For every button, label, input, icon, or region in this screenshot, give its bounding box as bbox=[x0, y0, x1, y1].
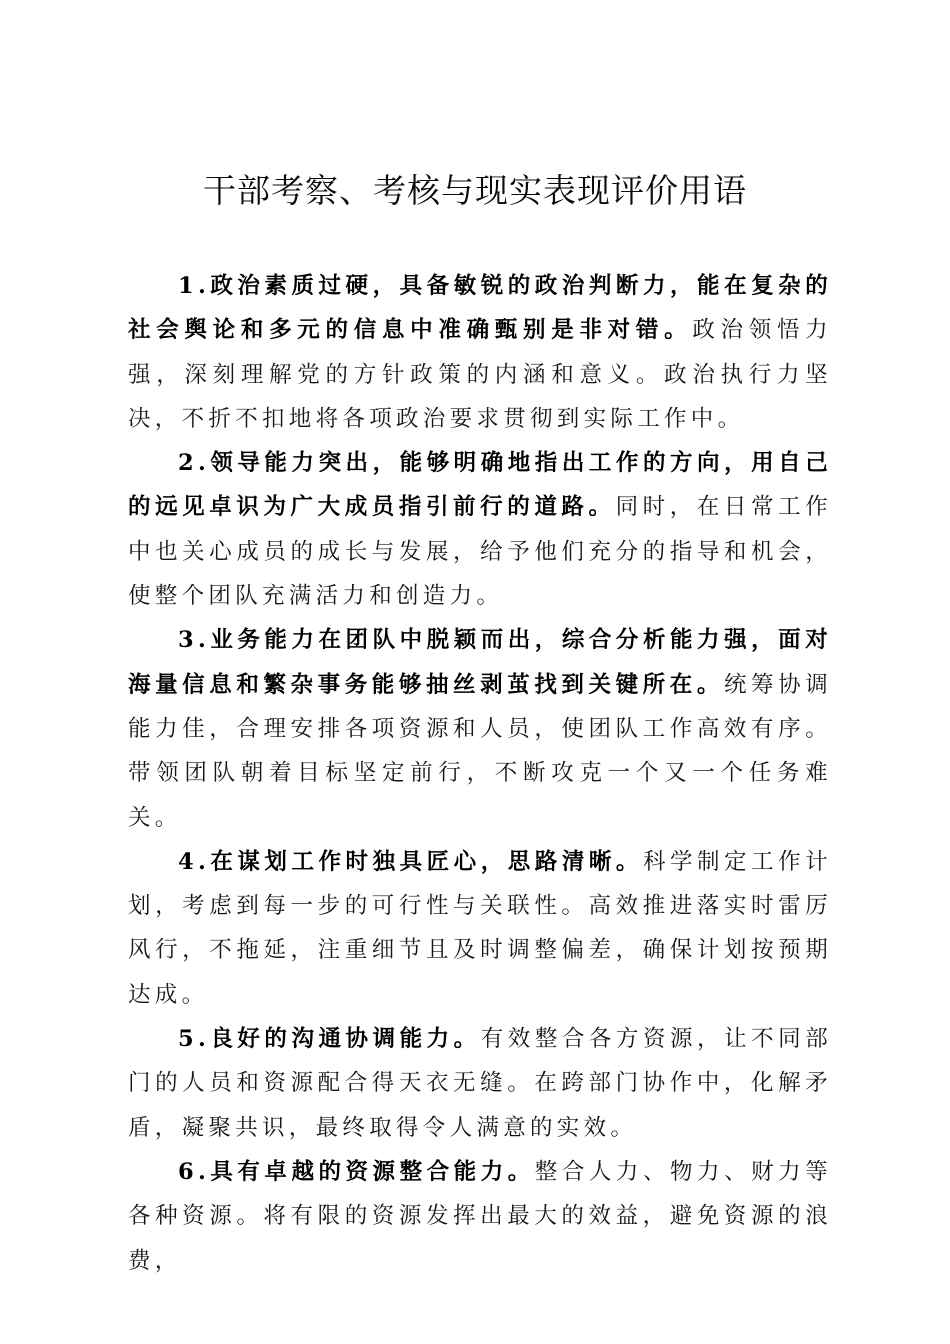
paragraph-6-lead: 6.具有卓越的资源整合能力。 bbox=[178, 1158, 535, 1185]
paragraph-3-body: 统筹协调能力佳，合理安排各项资源和人员，使团队工作高效有序。带领团队朝着目标坚定前行，不断攻克一个又一个任务难关。 bbox=[128, 671, 833, 831]
paragraph-6-body: 整合人力、物力、财力等各种资源。将有限的资源发挥出最大的效益，避免资源的浪费， bbox=[128, 1158, 832, 1274]
paragraph-1 bbox=[128, 264, 832, 441]
paragraph-1-body: 政治领悟力强，深刻理解党的方针政策的内涵和意义。政治执行力坚决，不折不扣地将各项政治要求贯彻到实际工作中。 bbox=[128, 317, 832, 432]
paragraph-5-body: 有效整合各方资源，让不同部门的人员和资源配合得天衣无缝。在跨部门协作中，化解矛盾，凝聚共识，最终取得令人满意的实效。 bbox=[128, 1026, 833, 1141]
paragraph-4-lead: 4.在谋划工作时独具匠心，思路清晰。 bbox=[178, 848, 643, 875]
paragraph-5 bbox=[128, 1017, 832, 1150]
paragraph-4 bbox=[128, 840, 832, 1017]
paragraph-3 bbox=[128, 618, 832, 839]
paragraph-2-lead: 2.领导能力突出，能够明确地指出工作的方向，用自己的远见卓识为广大成员指引前行的道路。 bbox=[128, 450, 832, 521]
paragraph-6 bbox=[128, 1150, 832, 1283]
document-body bbox=[128, 264, 832, 1283]
paragraph-5-lead: 5.良好的沟通协调能力。 bbox=[178, 1026, 481, 1053]
paragraph-2 bbox=[128, 441, 832, 618]
paragraph-3-lead: 3.业务能力在团队中脱颖而出，综合分析能力强，面对海量信息和繁杂事务能够抽丝剥茧找到关键所在。 bbox=[128, 627, 832, 698]
paragraph-4-body: 科学制定工作计划，考虑到每一步的可行性与关联性。高效推进落实时雷厉风行，不拖延，注重细节且及时调整偏差，确保计划按预期达成。 bbox=[128, 848, 833, 1008]
paragraph-2-body: 同时，在日常工作中也关心成员的成长与发展，给予他们充分的指导和机会，使整个团队充满活力和创造力。 bbox=[128, 494, 832, 610]
document-title: 干部考察、考核与现实表现评价用语 bbox=[203, 171, 747, 210]
paragraph-1-lead: 1.政治素质过硬，具备敏锐的政治判断力，能在复杂的社会舆论和多元的信息中准确甄别是非对错。 bbox=[128, 273, 832, 344]
